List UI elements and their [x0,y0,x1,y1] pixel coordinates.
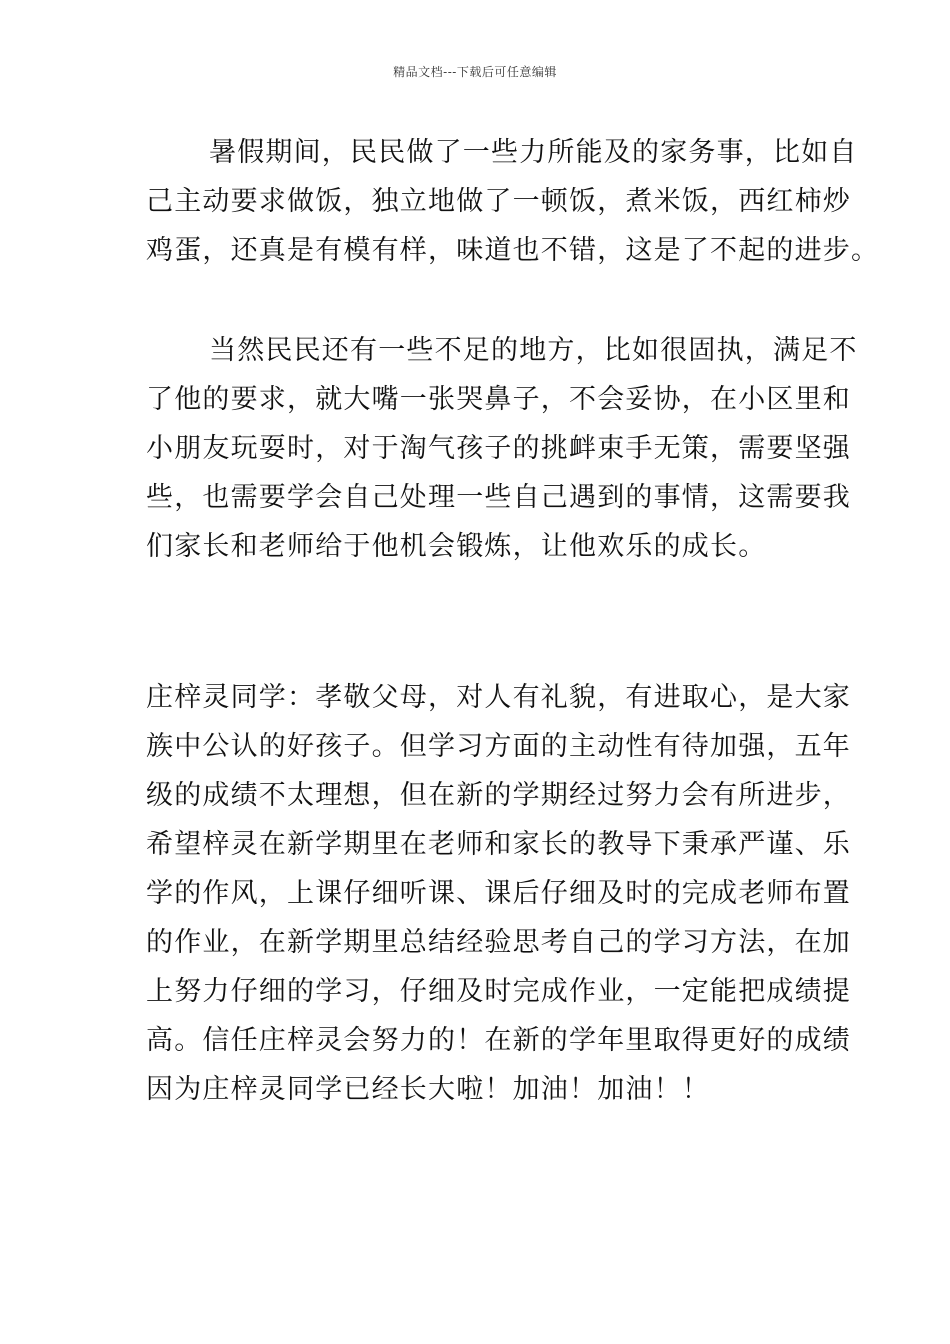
text-line: 当然民民还有一些不足的地方，比如很固执，满足不 [209,335,858,366]
text-line: 因为庄梓灵同学已经长大啦！加油！加油！！ [146,1074,710,1105]
text-line: 些，也需要学会自己处理一些自己遇到的事情，这需要我 [146,482,851,513]
paragraph-household-chores [146,128,880,275]
text-line: 们家长和老师给于他机会锻炼，让他欢乐的成长。 [146,531,767,562]
text-line: 上努力仔细的学习，仔细及时完成作业，一定能把成绩提 [146,976,851,1007]
text-line: 族中公认的好孩子。但学习方面的主动性有待加强，五年 [146,731,851,762]
text-line: 暑假期间，民民做了一些力所能及的家务事，比如自 [209,137,858,168]
text-line: 的作业，在新学期里总结经验思考自己的学习方法，在加 [146,927,851,958]
page-header: 精品文档---下载后可任意编辑 [393,65,557,79]
text-line: 鸡蛋，还真是有模有样，味道也不错，这是了不起的进步。 [146,235,880,266]
text-line: 己主动要求做饭，独立地做了一顿饭，煮米饭，西红柿炒 [146,186,851,217]
paragraph-shortcomings [146,326,858,571]
text-line: 庄梓灵同学：孝敬父母，对人有礼貌，有进取心，是大家 [146,682,851,713]
text-line: 学的作风，上课仔细听课、课后仔细及时的完成老师布置 [146,878,851,909]
text-line: 高。信任庄梓灵会努力的！在新的学年里取得更好的成绩 [146,1025,851,1056]
text-line: 级的成绩不太理想，但在新的学期经过努力会有所进步， [146,780,851,811]
text-line: 希望梓灵在新学期里在老师和家长的教导下秉承严谨、乐 [146,829,851,860]
text-line: 小朋友玩耍时，对于淘气孩子的挑衅束手无策，需要坚强 [146,433,851,464]
text-line: 了他的要求，就大嘴一张哭鼻子，不会妥协，在小区里和 [146,384,851,415]
paragraph-student-comment [146,673,851,1114]
